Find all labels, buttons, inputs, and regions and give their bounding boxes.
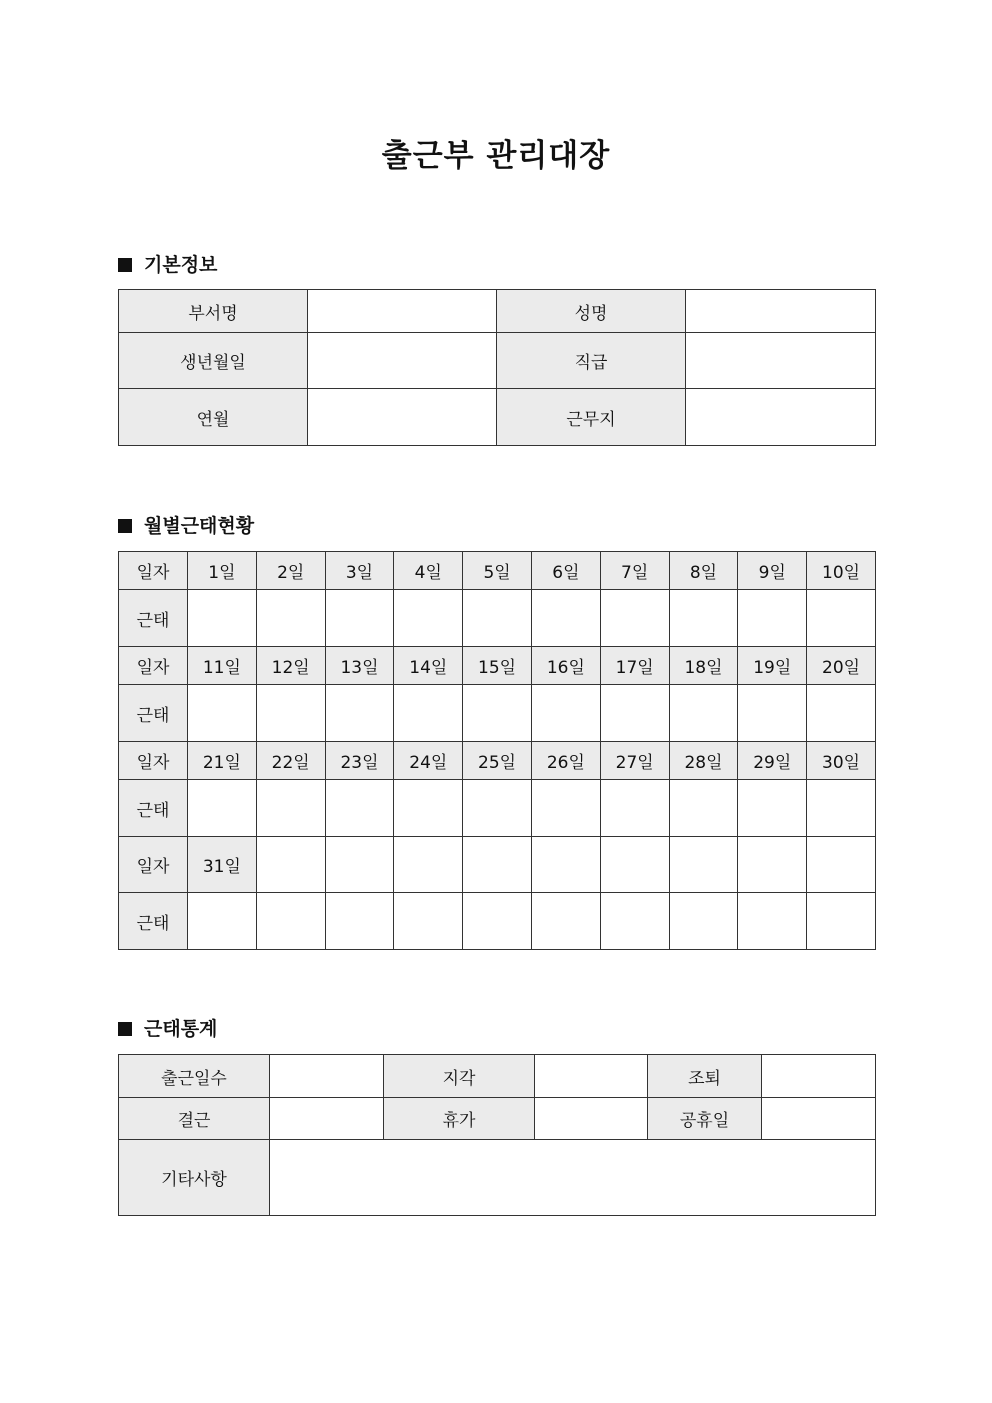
day-header-cell: 23일	[325, 742, 394, 780]
day-header-cell: 17일	[600, 647, 669, 685]
workplace-label: 근무지	[497, 389, 686, 446]
day-header-cell: 11일	[188, 647, 257, 685]
day-header-cell: 22일	[256, 742, 325, 780]
attendance-status-cell[interactable]	[669, 780, 738, 837]
day-header-cell: 20일	[807, 647, 876, 685]
attendance-status-cell[interactable]	[669, 590, 738, 647]
attendance-status-cell[interactable]	[600, 893, 669, 950]
attendance-status-cell[interactable]	[738, 590, 807, 647]
attendance-status-cell[interactable]	[531, 780, 600, 837]
attendance-status-cell[interactable]	[325, 780, 394, 837]
attendance-status-cell[interactable]	[807, 780, 876, 837]
attendance-status-cell[interactable]	[394, 590, 463, 647]
name-label: 성명	[497, 290, 686, 333]
day-header-cell: 24일	[394, 742, 463, 780]
empty-day-cell	[669, 837, 738, 893]
day-header-cell: 21일	[188, 742, 257, 780]
attendance-status-cell[interactable]	[188, 685, 257, 742]
day-header-cell: 9일	[738, 552, 807, 590]
stats-row	[119, 1140, 876, 1216]
late-label: 지각	[384, 1055, 535, 1098]
attendance-status-cell[interactable]	[188, 590, 257, 647]
monthly-attendance-table	[118, 551, 876, 950]
status-row	[119, 893, 876, 950]
empty-day-cell	[463, 837, 532, 893]
attendance-status-cell[interactable]	[531, 685, 600, 742]
early-leave-field[interactable]	[762, 1055, 876, 1098]
department-label: 부서명	[119, 290, 308, 333]
empty-day-cell	[807, 837, 876, 893]
attendance-status-cell[interactable]	[256, 780, 325, 837]
day-header-cell: 30일	[807, 742, 876, 780]
attendance-status-cell[interactable]	[669, 685, 738, 742]
birthdate-label: 생년월일	[119, 333, 308, 389]
attendance-status-cell[interactable]	[807, 685, 876, 742]
monthly-heading-text: 월별근태현황	[144, 515, 255, 537]
basic-info-row	[119, 290, 876, 333]
absence-label: 결근	[119, 1098, 270, 1140]
day-header-cell: 16일	[531, 647, 600, 685]
day-header-cell: 18일	[669, 647, 738, 685]
basic-info-heading	[118, 253, 217, 277]
notes-field[interactable]	[270, 1140, 876, 1216]
basic-info-table	[118, 289, 876, 446]
monthly-heading	[118, 514, 254, 538]
date-row	[119, 552, 876, 590]
attendance-status-cell[interactable]	[807, 590, 876, 647]
attendance-status-cell[interactable]	[325, 685, 394, 742]
empty-day-cell	[394, 837, 463, 893]
day-header-cell: 13일	[325, 647, 394, 685]
status-row	[119, 780, 876, 837]
day-header-cell: 19일	[738, 647, 807, 685]
empty-day-cell	[531, 837, 600, 893]
attendance-status-cell[interactable]	[600, 780, 669, 837]
attendance-status-cell[interactable]	[188, 780, 257, 837]
date-row	[119, 742, 876, 780]
year-month-field[interactable]	[308, 389, 497, 446]
date-row-label: 일자	[119, 837, 188, 893]
attendance-status-cell[interactable]	[738, 685, 807, 742]
attendance-status-cell[interactable]	[531, 893, 600, 950]
holiday-label: 공휴일	[648, 1098, 762, 1140]
day-header-cell: 8일	[669, 552, 738, 590]
status-row	[119, 685, 876, 742]
attendance-status-cell[interactable]	[256, 590, 325, 647]
work-days-field[interactable]	[270, 1055, 384, 1098]
day-header-cell: 4일	[394, 552, 463, 590]
vacation-label: 휴가	[384, 1098, 535, 1140]
basic-info-heading-text: 기본정보	[144, 254, 218, 276]
document-title: 출근부 관리대장	[381, 138, 611, 174]
attendance-status-cell[interactable]	[463, 780, 532, 837]
day-header-cell: 14일	[394, 647, 463, 685]
day-header-cell: 29일	[738, 742, 807, 780]
department-field[interactable]	[308, 290, 497, 333]
day-header-cell: 31일	[188, 837, 257, 893]
holiday-field[interactable]	[762, 1098, 876, 1140]
workplace-field[interactable]	[686, 389, 876, 446]
status-row-label: 근태	[119, 685, 188, 742]
date-row-label: 일자	[119, 742, 188, 780]
notes-label: 기타사항	[119, 1140, 270, 1216]
early-leave-label: 조퇴	[648, 1055, 762, 1098]
stats-row	[119, 1055, 876, 1098]
absence-field[interactable]	[270, 1098, 384, 1140]
vacation-field[interactable]	[535, 1098, 648, 1140]
day-header-cell: 15일	[463, 647, 532, 685]
stats-row	[119, 1098, 876, 1140]
attendance-status-cell[interactable]	[394, 685, 463, 742]
status-row	[119, 590, 876, 647]
attendance-status-cell[interactable]	[531, 590, 600, 647]
square-bullet-icon	[118, 258, 132, 272]
attendance-status-cell[interactable]	[256, 685, 325, 742]
year-month-label: 연월	[119, 389, 308, 446]
day-header-cell: 10일	[807, 552, 876, 590]
empty-day-cell	[256, 837, 325, 893]
attendance-status-cell[interactable]	[738, 780, 807, 837]
day-header-cell: 28일	[669, 742, 738, 780]
name-field[interactable]	[686, 290, 876, 333]
day-header-cell: 1일	[188, 552, 257, 590]
attendance-status-cell[interactable]	[463, 590, 532, 647]
position-field[interactable]	[686, 333, 876, 389]
stats-heading	[118, 1017, 217, 1041]
empty-day-cell	[325, 837, 394, 893]
date-row	[119, 647, 876, 685]
day-header-cell: 25일	[463, 742, 532, 780]
attendance-status-cell[interactable]	[325, 893, 394, 950]
day-header-cell: 27일	[600, 742, 669, 780]
attendance-status-cell[interactable]	[188, 893, 257, 950]
day-header-cell: 7일	[600, 552, 669, 590]
attendance-status-cell[interactable]	[600, 685, 669, 742]
status-row-label: 근태	[119, 590, 188, 647]
attendance-status-cell[interactable]	[325, 590, 394, 647]
date-row-label: 일자	[119, 647, 188, 685]
attendance-status-cell[interactable]	[394, 893, 463, 950]
empty-day-cell	[738, 837, 807, 893]
day-header-cell: 6일	[531, 552, 600, 590]
birthdate-field[interactable]	[308, 333, 497, 389]
attendance-status-cell[interactable]	[600, 590, 669, 647]
empty-day-cell	[600, 837, 669, 893]
attendance-status-cell[interactable]	[463, 893, 532, 950]
status-row-label: 근태	[119, 780, 188, 837]
attendance-status-cell[interactable]	[807, 893, 876, 950]
basic-info-row	[119, 389, 876, 446]
work-days-label: 출근일수	[119, 1055, 270, 1098]
attendance-stats-table	[118, 1054, 876, 1216]
attendance-status-cell[interactable]	[669, 893, 738, 950]
status-row-label: 근태	[119, 893, 188, 950]
basic-info-row	[119, 333, 876, 389]
day-header-cell: 2일	[256, 552, 325, 590]
attendance-status-cell[interactable]	[394, 780, 463, 837]
square-bullet-icon	[118, 519, 132, 533]
day-header-cell: 12일	[256, 647, 325, 685]
attendance-status-cell[interactable]	[463, 685, 532, 742]
day-header-cell: 3일	[325, 552, 394, 590]
attendance-status-cell[interactable]	[738, 893, 807, 950]
date-row	[119, 837, 876, 893]
square-bullet-icon	[118, 1022, 132, 1036]
day-header-cell: 5일	[463, 552, 532, 590]
position-label: 직급	[497, 333, 686, 389]
attendance-status-cell[interactable]	[256, 893, 325, 950]
late-field[interactable]	[535, 1055, 648, 1098]
day-header-cell: 26일	[531, 742, 600, 780]
stats-heading-text: 근태통계	[144, 1018, 218, 1040]
date-row-label: 일자	[119, 552, 188, 590]
